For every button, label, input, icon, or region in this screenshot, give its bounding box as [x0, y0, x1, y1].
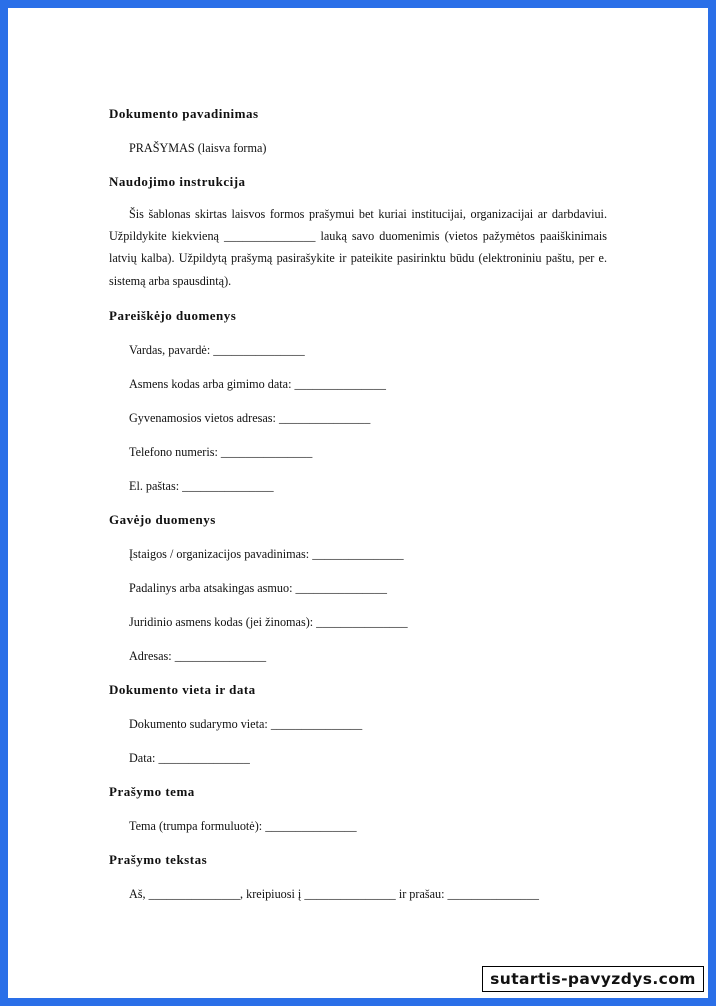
document-title-value: PRAŠYMAS (laisva forma): [129, 141, 267, 155]
place-field: Dokumento sudarymo vieta: _______________: [129, 716, 363, 731]
section-heading-recipient: Gavėjo duomenys: [109, 511, 216, 527]
applicant-field-id: Asmens kodas arba gimimo data: _______________: [129, 376, 386, 391]
applicant-field-email: El. paštas: _______________: [129, 478, 274, 493]
instructions-text: Šis šablonas skirtas laisvos formos prašymui bet kuriai institucijai, organizacijai ar darbdaviui. Užpildykite kiekvieną _______________ lauką savo duomenimis (vietos pažymėtos paaiškinimais latvių kalba). Užpildytą prašymą pasirašykite ir pateikite pasirinktu būdu (elektroniniu paštu, per e. sistemą arba spausdintą).: [109, 207, 607, 288]
document-content: [109, 106, 607, 902]
section-heading-subject: Prašymo tema: [109, 783, 195, 799]
section-heading-instructions: Naudojimo instrukcija: [109, 174, 246, 189]
subject-field: Tema (trumpa formuluotė): _______________: [129, 818, 357, 833]
request-text-field: Aš, _______________, kreipiuosi į _______________ ir prašau: _______________: [129, 886, 539, 901]
applicant-field-phone: Telefono numeris: _______________: [129, 444, 313, 459]
date-field: Data: _______________: [129, 750, 250, 765]
section-heading-title: Dokumento pavadinimas: [109, 106, 259, 121]
document-page: [8, 8, 708, 998]
recipient-field-address: Adresas: _______________: [129, 648, 267, 663]
recipient-field-department: Padalinys arba atsakingas asmuo: _______________: [129, 580, 387, 595]
recipient-field-org: Įstaigos / organizacijos pavadinimas: _______________: [129, 546, 404, 561]
applicant-field-name: Vardas, pavardė: _______________: [129, 342, 305, 357]
section-heading-place-date: Dokumento vieta ir data: [109, 681, 256, 697]
recipient-field-legal-code: Juridinio asmens kodas (jei žinomas): _______________: [129, 614, 408, 629]
watermark-label: sutartis-pavyzdys.com: [482, 966, 704, 992]
applicant-field-address: Gyvenamosios vietos adresas: _______________: [129, 410, 371, 425]
section-heading-applicant: Pareiškėjo duomenys: [109, 307, 237, 323]
section-heading-request-text: Prašymo tekstas: [109, 851, 208, 867]
